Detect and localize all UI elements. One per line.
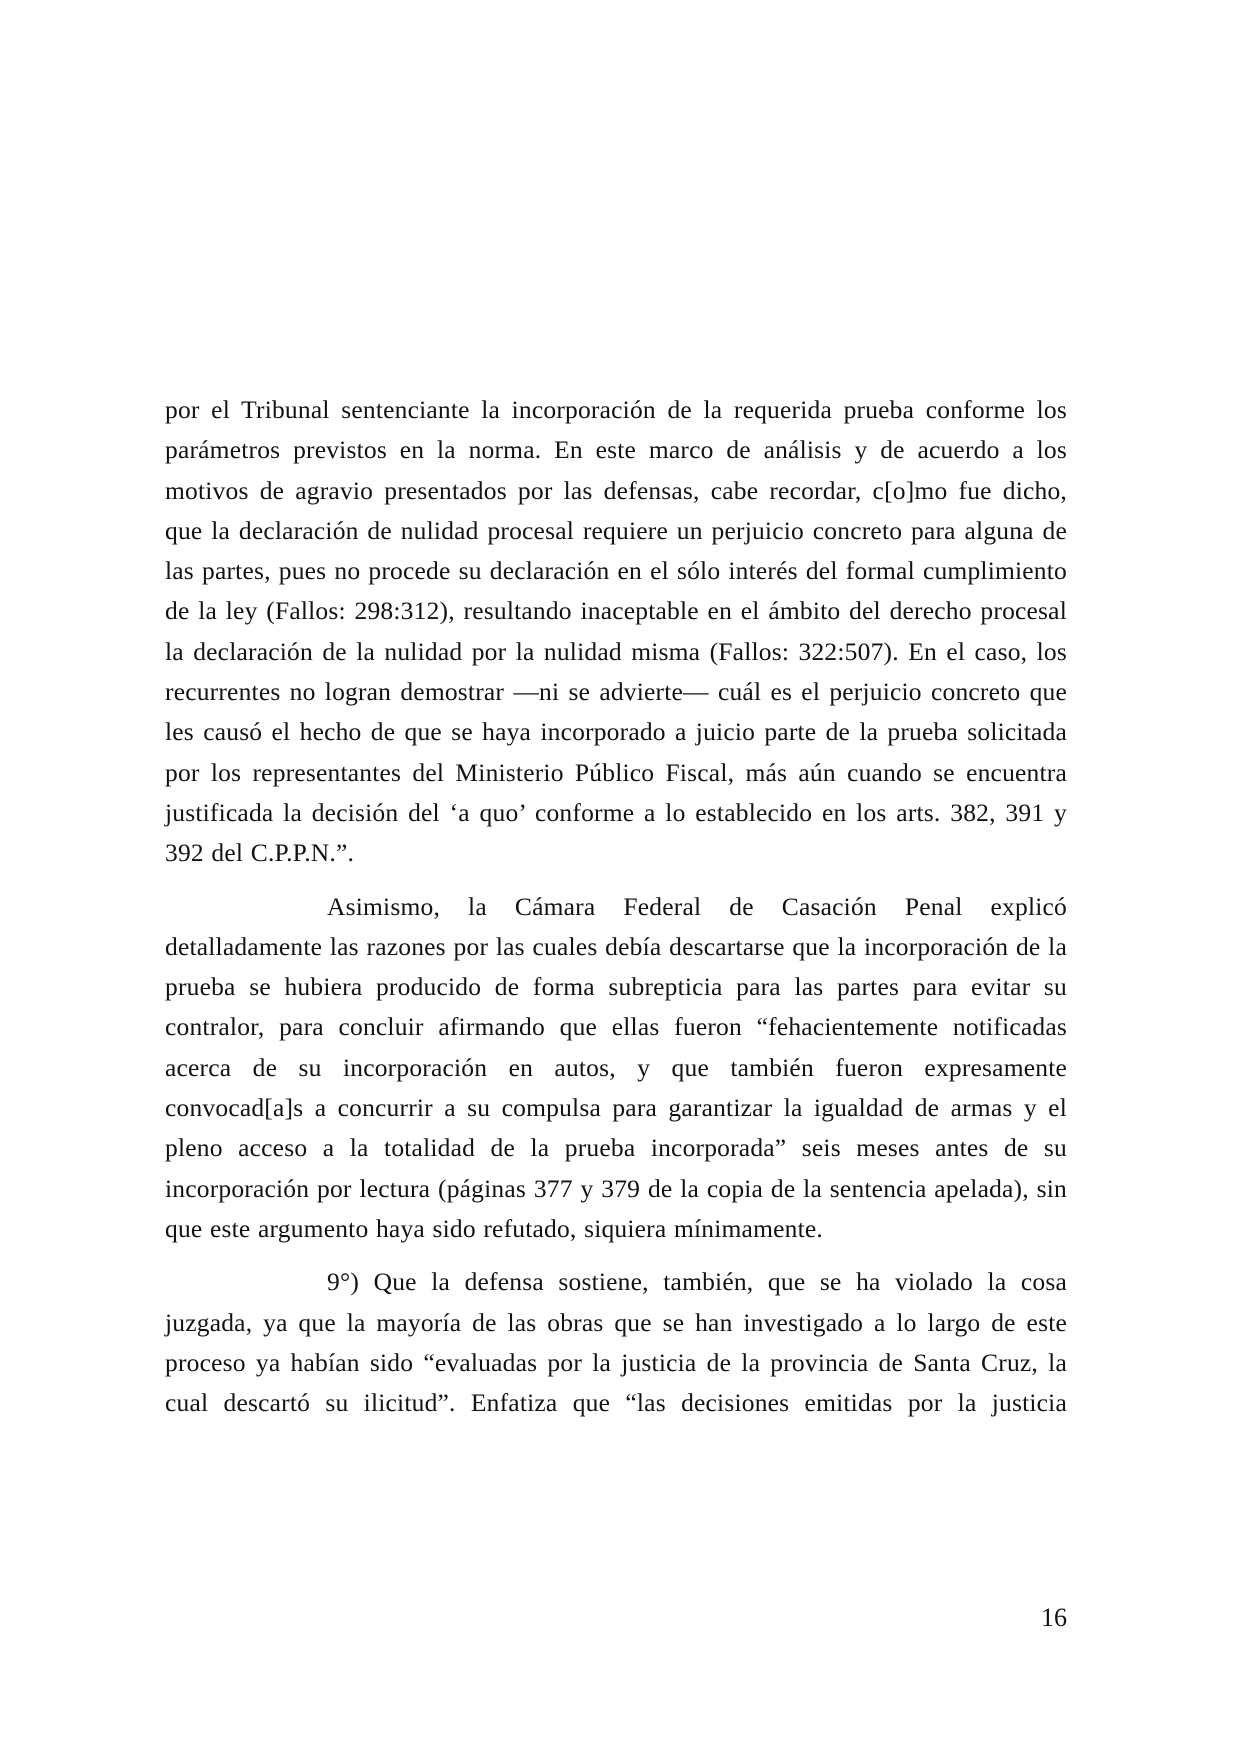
paragraph-continuation: por el Tribunal sentenciante la incorporación de la requerida prueba conforme los parámetros previstos en la norma. En este marco de análisis y de acuerdo a los motivos de agravio presentados por las defensas, cabe recordar, c[o]mo fue dicho, que la declaración de nulidad procesal requiere un perjuicio concreto para alguna de las partes, pues no procede su declaración en el sólo interés del formal cumplimiento de la ley (Fallos: 298:312), resultando inaceptable en el ámbito del derecho procesal la declaración de la nulidad por la nulidad misma (Fallos: 322:507). En el caso, los recurrentes no logran demostrar —ni se advierte— cuál es el perjuicio concreto que les causó el hecho de que se haya incorporado a juicio parte de la prueba solicitada por los representantes del Ministerio Público Fiscal, más aún cuando se encuentra justificada la decisión del ‘a quo’ conforme a lo establecido en los arts. 382, 391 y 392 del C.P.P.N.”. <box>165 395 1067 868</box>
paragraph-9: 9°) Que la defensa sostiene, también, que se ha violado la cosa juzgada, ya que la mayoría de las obras que se han investigado a lo largo de este proceso ya habían sido “evaluadas por la justicia de la provincia de Santa Cruz, la cual descartó su ilicitud”. Enfatiza que “las decisiones emitidas por la justicia <box>165 1267 1067 1418</box>
page-number: 16 <box>1041 1603 1067 1632</box>
body-text <box>165 390 1067 1423</box>
paragraph-asimismo: Asimismo, la Cámara Federal de Casación Penal explicó detalladamente las razones por las cuales debía descartarse que la incorporación de la prueba se hubiera producido de forma subrepticia para las partes para evitar su contralor, para concluir afirmando que ellas fueron “fehacientemente notificadas acerca de su incorporación en autos, y que también fueron expresamente convocad[a]s a concurrir a su compulsa para garantizar la igualdad de armas y el pleno acceso a la totalidad de la prueba incorporada” seis meses antes de su incorporación por lectura (páginas 377 y 379 de la copia de la sentencia apelada), sin que este argumento haya sido refutado, siquiera mínimamente. <box>165 891 1067 1243</box>
